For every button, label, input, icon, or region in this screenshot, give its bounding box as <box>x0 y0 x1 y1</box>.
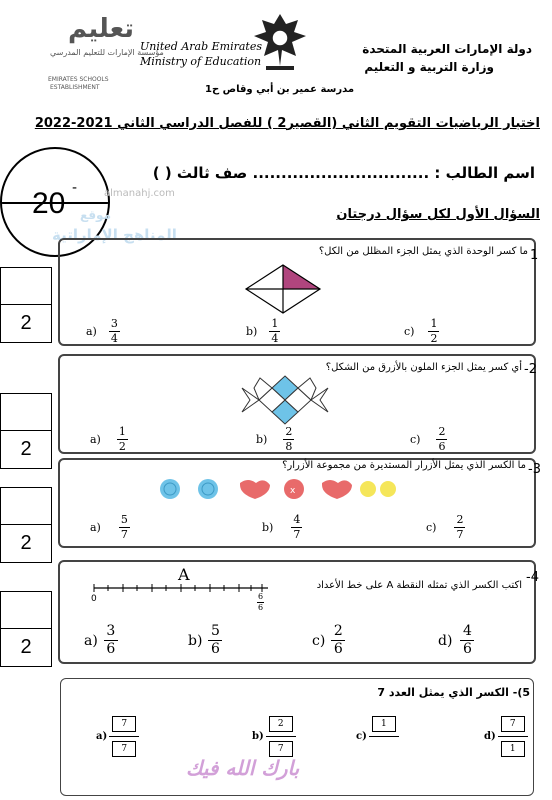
q5-text-line <box>360 686 530 699</box>
school-name: مدرسة عمير بن أبي وقاص ح1 <box>205 84 355 95</box>
q4-start-label: 0 <box>91 594 97 604</box>
q2-option-c-label: c) <box>410 433 421 446</box>
score-box-q2: 2 <box>0 393 52 469</box>
q4-text: اكتب الكسر الذي تمثله النقطة A على خط الأعداد <box>316 580 522 591</box>
q3-buttons-figure <box>156 478 396 500</box>
q2-option-b[interactable] <box>256 426 294 453</box>
q1-diamond-figure <box>244 263 322 315</box>
q4-end-label: 6 6 <box>257 592 264 612</box>
q3-option-c-label: c) <box>426 521 437 534</box>
total-score-dash: - <box>72 180 78 196</box>
q3-text: ما الكسر الذي يمثل الأزرار المستديرة من مجموعة الأزرار؟ <box>282 460 526 471</box>
q3-option-b-fraction: $\frac{4}{7}$ <box>293 513 301 541</box>
en-line1: United Arab Emirates <box>140 40 263 53</box>
q5-option-a-fraction <box>109 716 139 757</box>
q5-d-numerator[interactable]: 7 <box>501 716 525 732</box>
ministry-logo-word: تعليم <box>68 14 135 44</box>
q5-d-denominator[interactable]: 1 <box>501 741 525 757</box>
logo-sub-en2: ESTABLISHMENT <box>50 84 100 91</box>
q2-option-b-label: b) <box>256 433 268 446</box>
q5-option-c[interactable] <box>356 716 399 757</box>
watermark-ar1: موقع <box>80 208 112 222</box>
q3-option-a-fraction: $\frac{5}{7}$ <box>120 513 128 541</box>
q5-option-d[interactable] <box>484 716 528 757</box>
ar-line1: دولة الإمارات العربية المتحدة <box>362 42 532 56</box>
q2-option-b-fraction: $\frac{2}{8}$ <box>285 425 293 453</box>
q5-a-denominator[interactable]: 7 <box>112 741 136 757</box>
score-box-q4: 2 <box>0 591 52 667</box>
q4-option-d[interactable] <box>438 624 474 657</box>
q1-option-c-label: c) <box>404 325 415 338</box>
watermark-url: almanahj.com <box>104 188 175 199</box>
q5-option-b-fraction <box>266 716 296 757</box>
logo-sub-en1: EMIRATES SCHOOLS <box>48 76 109 83</box>
header <box>0 0 552 105</box>
q4-option-d-label: d) <box>438 632 453 649</box>
watermark-ar2: المناهج الإماراتية <box>52 226 177 244</box>
q5-option-d-fraction <box>498 716 528 757</box>
q4-option-b[interactable] <box>188 624 222 657</box>
q1-text: ما كسر الوحدة الذي يمثل الجزء المظلل من الكل؟ <box>318 246 528 257</box>
q5-c-numerator[interactable]: 1 <box>372 716 396 732</box>
q1-number: 1 <box>530 248 539 263</box>
q1-option-a-label: a) <box>86 325 97 338</box>
q3-option-c[interactable] <box>426 514 465 541</box>
q2-star-figure <box>240 374 330 426</box>
q4-option-c-label: c) <box>312 632 326 649</box>
q3-option-c-fraction: $\frac{2}{7}$ <box>456 513 464 541</box>
eagle-emblem-icon <box>252 10 308 74</box>
q5-option-c-label: c) <box>356 731 367 742</box>
score-box-q3: 2 <box>0 487 52 563</box>
q1-option-a[interactable] <box>86 318 120 345</box>
q2-text: أي كسر يمثل الجزء الملون بالأزرق من الشكل؟ <box>325 362 522 373</box>
q3-number: -3 <box>528 462 541 477</box>
q4-number: -4 <box>526 570 539 585</box>
q2-option-a-label: a) <box>90 433 101 446</box>
q3-option-b[interactable] <box>262 514 302 541</box>
q4-option-c[interactable] <box>312 624 345 657</box>
q4-option-a-label: a) <box>84 632 98 649</box>
q5-text: الكسر الذي يمثل العدد 7 <box>377 686 509 699</box>
q5-option-b-label: b) <box>252 731 264 742</box>
q4-option-b-fraction: $\frac{5}{6}$ <box>208 624 222 657</box>
q3-option-a-label: a) <box>90 521 101 534</box>
q1-option-b[interactable] <box>246 318 280 345</box>
q1-option-a-fraction: $\frac{3}{4}$ <box>110 317 118 345</box>
q2-option-c[interactable] <box>410 426 447 453</box>
q4-option-d-fraction: $\frac{4}{6}$ <box>460 624 474 657</box>
en-line2: Ministry of Education <box>140 55 262 68</box>
q5-number: 5)- <box>512 686 530 699</box>
q2-option-c-fraction: $\frac{2}{6}$ <box>438 425 446 453</box>
q4-point-label: A <box>178 565 190 584</box>
q3-option-a[interactable] <box>90 514 130 541</box>
q2-option-a[interactable] <box>90 426 128 453</box>
praise-stamp: بارك الله فيك <box>186 756 300 780</box>
q5-option-c-fraction <box>369 716 399 757</box>
ar-line2: وزارة التربية و التعليم <box>364 60 494 74</box>
q4-option-a[interactable] <box>84 624 118 657</box>
student-line: اسم الطالب : ............................... صف ثالث ( ) <box>152 164 535 182</box>
q2-number: -2 <box>524 362 537 377</box>
q5-option-b[interactable] <box>252 716 296 757</box>
q1-option-b-fraction: $\frac{1}{4}$ <box>271 317 279 345</box>
q5-c-denominator[interactable] <box>372 741 396 757</box>
q5-option-a-label: a) <box>96 731 108 742</box>
q4-option-a-fraction: $\frac{3}{6}$ <box>104 624 118 657</box>
q2-option-a-fraction: $\frac{1}{2}$ <box>118 425 126 453</box>
q1-option-c[interactable] <box>404 318 439 345</box>
score-box-q1: 2 <box>0 267 52 343</box>
q1-option-c-fraction: $\frac{1}{2}$ <box>430 317 438 345</box>
q4-option-b-label: b) <box>188 632 203 649</box>
q5-b-denominator[interactable]: 7 <box>269 741 293 757</box>
q1-option-b-label: b) <box>246 325 258 338</box>
q3-option-b-label: b) <box>262 521 274 534</box>
q5-a-numerator[interactable]: 7 <box>112 716 136 732</box>
logo-sub-ar: مؤسسة الإمارات للتعليم المدرسي <box>50 48 164 57</box>
exam-title: اختبار الرياضيات التقويم الثاني (القصير2 ) للفصل الدراسي الثاني 2021-2022 <box>34 116 540 131</box>
q5-option-a[interactable] <box>96 716 139 757</box>
total-score: 20 <box>32 187 66 220</box>
q4-option-c-fraction: $\frac{2}{6}$ <box>331 624 345 657</box>
q5-b-numerator[interactable]: 2 <box>269 716 293 732</box>
section-title: السؤال الأول لكل سؤال درجتان <box>336 207 540 222</box>
q5-option-d-label: d) <box>484 731 496 742</box>
svg-text:x: x <box>290 486 296 496</box>
